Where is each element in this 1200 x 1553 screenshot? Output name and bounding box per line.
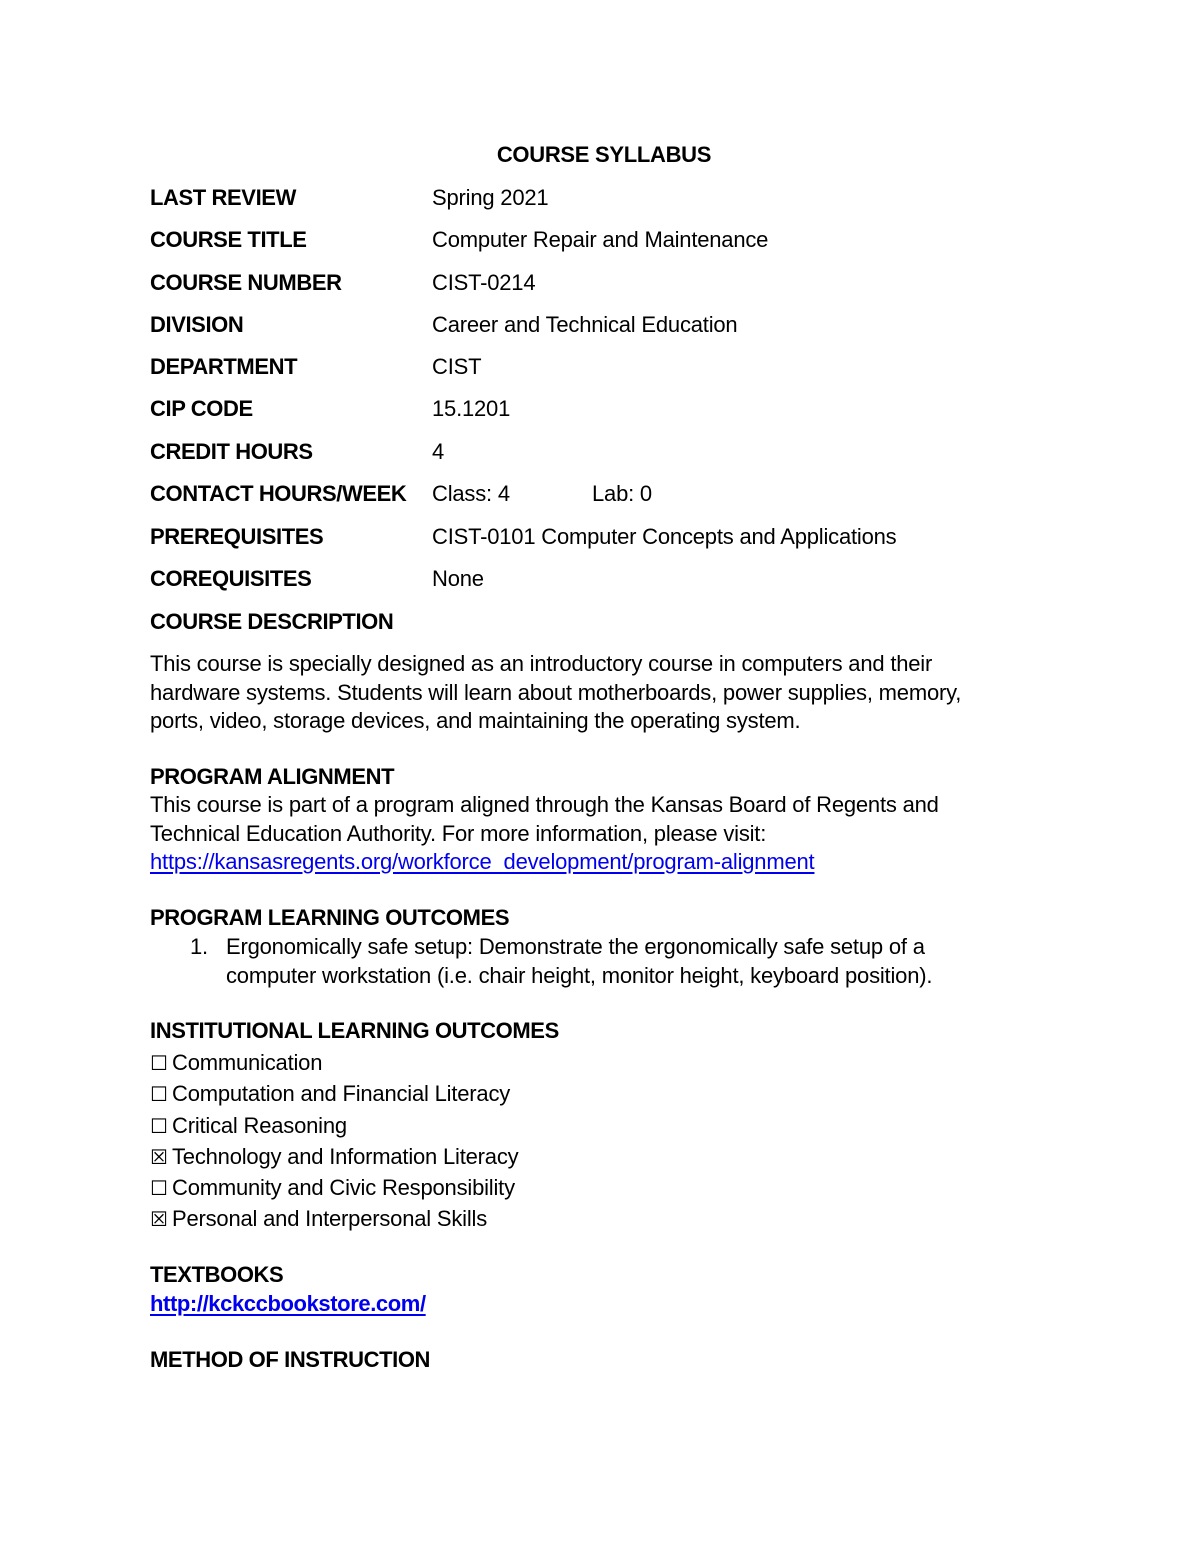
- list-item-text: [226, 933, 1046, 990]
- field-value: 4: [432, 439, 445, 464]
- field-prerequisites: [150, 522, 1050, 552]
- outcome-checklist-item: [150, 1078, 750, 1109]
- course-description-heading: COURSE DESCRIPTION: [150, 609, 394, 634]
- field-value: CIST: [432, 354, 482, 379]
- institutional-outcomes-checklist: [150, 1047, 750, 1235]
- textbooks-heading: TEXTBOOKS: [150, 1262, 284, 1287]
- outcome-checklist-item: [150, 1172, 750, 1203]
- field-value: Spring 2021: [432, 185, 549, 210]
- paragraph-line: Technical Education Authority. For more information, please visit:: [150, 820, 767, 846]
- unchecked-box-icon[interactable]: ☐: [150, 1082, 168, 1107]
- field-label: COREQUISITES: [150, 566, 312, 591]
- field-label: DEPARTMENT: [150, 354, 298, 379]
- field-value: Career and Technical Education: [432, 312, 738, 337]
- outcome-checklist-item: [150, 1141, 750, 1172]
- field-value: Computer Repair and Maintenance: [432, 227, 769, 252]
- checked-box-icon[interactable]: ☒: [150, 1207, 168, 1232]
- field-label: CREDIT HOURS: [150, 439, 313, 464]
- program-learning-outcomes-heading: PROGRAM LEARNING OUTCOMES: [150, 905, 510, 930]
- outcome-label: Communication: [172, 1050, 323, 1075]
- outcome-label: Community and Civic Responsibility: [172, 1175, 515, 1201]
- outcome-label: Technology and Information Literacy: [172, 1143, 519, 1169]
- unchecked-box-icon[interactable]: ☐: [150, 1113, 168, 1138]
- field-value: 15.1201: [432, 396, 511, 421]
- unchecked-box-icon[interactable]: ☐: [150, 1176, 168, 1201]
- textbooks-link[interactable]: http://kckccbookstore.com/: [150, 1291, 426, 1316]
- field-label: LAST REVIEW: [150, 185, 296, 210]
- outcome-checklist-item: [150, 1110, 750, 1141]
- institutional-learning-outcomes-heading: INSTITUTIONAL LEARNING OUTCOMES: [150, 1018, 559, 1043]
- field-value-class: Class: 4: [432, 481, 510, 506]
- paragraph-line: ports, video, storage devices, and maintaining the operating system.: [150, 708, 801, 733]
- field-credit-hours: [150, 437, 1050, 467]
- field-course-title: [150, 225, 1050, 255]
- field-course-number: [150, 268, 1050, 298]
- field-label: PREREQUISITES: [150, 524, 324, 549]
- paragraph-line: hardware systems. Students will learn about motherboards, power supplies, memory,: [150, 679, 962, 705]
- paragraph-line: This course is specially designed as an introductory course in computers and their: [150, 651, 933, 676]
- program-alignment-heading: PROGRAM ALIGNMENT: [150, 764, 395, 789]
- field-value: None: [432, 566, 484, 591]
- field-department: [150, 352, 1050, 382]
- field-corequisites: [150, 564, 1050, 594]
- outcome-checklist-item: [150, 1203, 750, 1234]
- field-last-review: [150, 183, 1050, 213]
- paragraph-line: This course is part of a program aligned through the Kansas Board of Regents and: [150, 792, 939, 817]
- list-item-line: computer workstation (i.e. chair height, monitor height, keyboard position).: [226, 962, 933, 988]
- field-cip-code: [150, 394, 1050, 424]
- program-alignment-link[interactable]: https://kansasregents.org/workforce_development/program-alignment: [150, 849, 815, 874]
- unchecked-box-icon[interactable]: ☐: [150, 1051, 168, 1075]
- field-label: COURSE NUMBER: [150, 270, 342, 295]
- document-title: COURSE SYLLABUS: [496, 142, 712, 167]
- field-value-lab: Lab: 0: [592, 481, 652, 506]
- outcome-label: Personal and Interpersonal Skills: [172, 1206, 488, 1232]
- outcome-label: Critical Reasoning: [172, 1112, 347, 1138]
- field-division: [150, 310, 1050, 340]
- list-number: 1.: [190, 934, 208, 959]
- field-label: CIP CODE: [150, 396, 253, 421]
- outcome-checklist-item: [150, 1047, 750, 1078]
- textbooks-link-line: [150, 1290, 426, 1318]
- field-label: DIVISION: [150, 312, 244, 337]
- field-value: CIST-0101 Computer Concepts and Applications: [432, 524, 897, 549]
- checked-box-icon[interactable]: ☒: [150, 1144, 168, 1169]
- outcome-label: Computation and Financial Literacy: [172, 1081, 511, 1107]
- field-label: COURSE TITLE: [150, 227, 307, 252]
- course-description-text: [150, 650, 1050, 736]
- field-label: CONTACT HOURS/WEEK: [150, 481, 407, 506]
- method-of-instruction-heading: METHOD OF INSTRUCTION: [150, 1347, 431, 1372]
- program-alignment-text: [150, 791, 1050, 877]
- field-value: CIST-0214: [432, 270, 536, 295]
- field-contact-hours: [150, 479, 1050, 509]
- list-item-line: Ergonomically safe setup: Demonstrate the ergonomically safe setup of a: [226, 934, 925, 959]
